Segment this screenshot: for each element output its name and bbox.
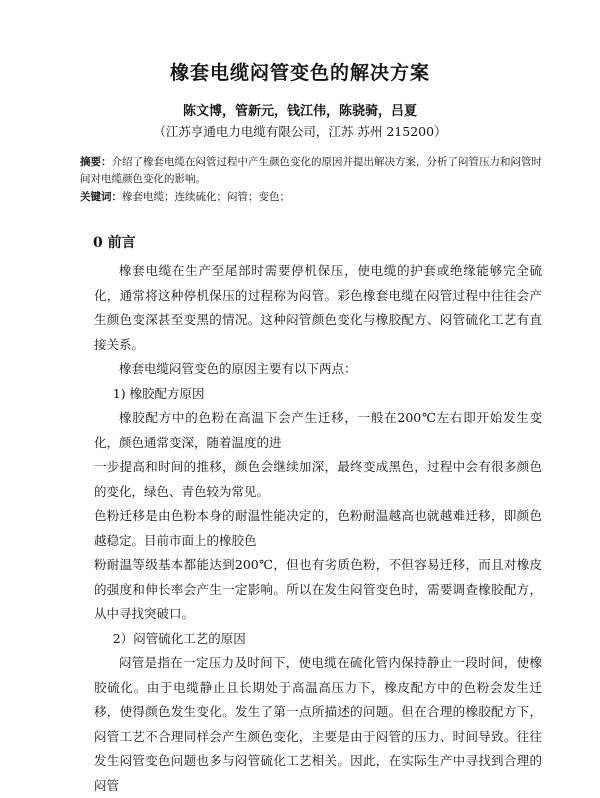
abstract-text: 介绍了橡套电缆在闷管过程中产生颜色变化的原因并提出解决方案，分析了闷管压力和闷管时间对电缆颜色变化的影响。 [80,156,542,185]
section-heading: 0 前言 [93,235,136,251]
abstract-label: 摘要： [80,156,112,168]
paper-title: 橡套电缆闷管变色的解决方案 [169,62,430,84]
author-list: 陈文博，管新元，钱江伟，陈骁骑，吕夏 [182,104,417,119]
paragraph-intro: 橡套电缆在生产至尾部时需要停机保压，使电缆的护套或绝缘能够完全硫化，通常将这种停机保压的过程称为闷管。彩色橡套电缆在闷管过程中往往会产生颜色变深甚至变黑的情况。这种闷管颜色变化与橡胶配方、闷管硫化工艺有直接关系。 [94,263,542,352]
paragraph-vulcanization: 闷管是指在一定压力及时间下，使电缆在硫化管内保持静止一段时间，使橡胶硫化。由于电缆静止且长期处于高温高压力下，橡皮配方中的色粉会发生迁移，使得颜色发生变化。发生了第一点所描述的问题。但在合理的橡胶配方下，闷管工艺不合理同样会产生颜色变化，主要是由于闷管的压力、时间导致。往往发生闷管变色问题也多与闷管硫化工艺相关。因此，在实际生产中寻找到合理的闷管 [94,655,542,793]
paragraph-pigment-grade: 粉耐温等级基本都能达到200℃，但也有劣质色粉，不但容易迁移，而且对橡皮的强度和伸长率会产生一定影响。所以在发生闷管变色时，需要调查橡胶配方，从中寻找突破口。 [94,557,542,621]
body-text [94,259,542,798]
subheading-vulcanization-process: 2）闷管硫化工艺的原因 [112,630,246,646]
paragraph-causes: 橡套电缆闷管变色的原因主要有以下两点： [119,361,357,376]
abstract [80,154,542,188]
subheading-rubber-formula: 1) 橡胶配方原因 [112,385,205,401]
keywords-label: 关键词： [80,191,122,203]
paragraph-pigment-stability: 色粉迁移是由色粉本身的耐温性能决定的，色粉耐温越高也就越难迁移，即颜色越稳定。目前市面上的橡胶色 [94,508,542,548]
keywords-text: 橡套电缆；连续硫化；闷管；变色； [122,191,290,203]
paragraph-pigment-migration: 橡胶配方中的色粉在高温下会产生迁移，一般在200℃左右即开始发生变化，颜色通常变深，随着温度的进 [94,410,542,450]
keywords [80,189,542,206]
paragraph-pigment-continued: 一步提高和时间的推移，颜色会继续加深，最终变成黑色，过程中会有很多颜色的变化，绿色、青色较为常见。 [94,459,542,499]
affiliation: （江苏亨通电力电缆有限公司，江苏 苏州 215200） [153,124,447,139]
